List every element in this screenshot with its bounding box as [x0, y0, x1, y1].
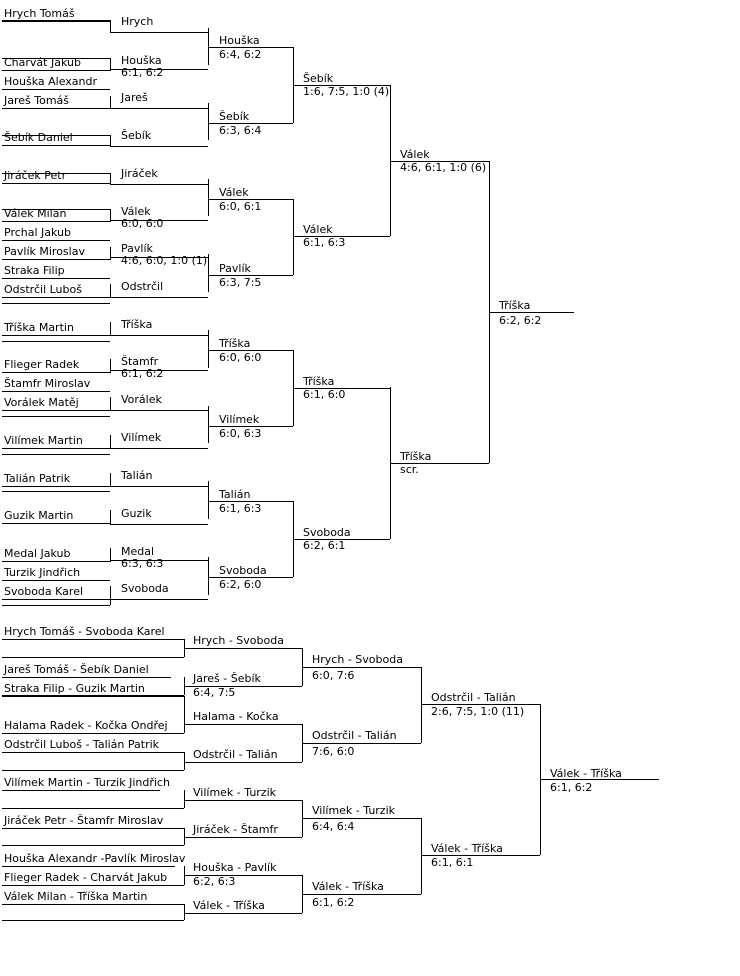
bracket-line: [110, 322, 111, 336]
player-name: Jiráček Petr: [4, 169, 67, 182]
bracket-line: [2, 108, 110, 109]
team-name: Houška - Pavlík: [193, 861, 277, 874]
bracket-line: [2, 448, 110, 449]
team-name: Jareš - Šebík: [193, 672, 261, 685]
player-name: Turzik Jindřich: [4, 566, 81, 579]
player-name: Tříška: [121, 318, 153, 331]
winner-name: Válek - Tříška: [550, 767, 622, 780]
bracket-line: [110, 473, 111, 487]
match-score: 6:4, 6:4: [312, 820, 355, 833]
bracket-line: [208, 47, 293, 48]
winner-name: Tříška: [499, 299, 531, 312]
winner-score: 6:2, 6:2: [499, 314, 542, 327]
player-name: Štamfr Miroslav: [4, 377, 91, 390]
match-score: 6:1, 6:3: [219, 502, 262, 515]
match-score: 4:6, 6:0, 1:0 (1): [121, 254, 208, 267]
player-name: Svoboda: [303, 526, 351, 539]
bracket-line: [390, 161, 489, 162]
bracket-line: [2, 790, 160, 791]
match-score: 6:1, 6:2: [312, 896, 355, 909]
bracket-line: [184, 800, 302, 801]
bracket-line: [2, 240, 110, 241]
bracket-line: [2, 599, 110, 600]
bracket-line: [2, 58, 110, 59]
bracket-line: [208, 330, 209, 368]
bracket-line: [2, 303, 110, 304]
bracket-line: [293, 539, 390, 540]
team-name: Odstrčil Luboš - Talián Patrik: [4, 738, 160, 751]
bracket-line: [2, 209, 110, 210]
player-name: Talián: [121, 469, 153, 482]
bracket-line: [2, 866, 175, 867]
team-name: Straka Filip - Guzik Martin: [4, 682, 145, 695]
bracket-line: [2, 297, 110, 298]
bracket-line: [2, 657, 184, 658]
team-name: Hrych Tomáš - Svoboda Karel: [4, 625, 165, 638]
bracket-line: [184, 837, 302, 838]
match-score: 6:0, 6:0: [219, 351, 262, 364]
bracket-line: [2, 173, 110, 174]
match-score: 6:1, 6:0: [303, 388, 346, 401]
player-name: Pavlík Miroslav: [4, 245, 85, 258]
bracket-line: [110, 146, 208, 147]
player-name: Válek: [400, 148, 430, 161]
bracket-line: [208, 557, 209, 595]
player-name: Pavlík: [121, 242, 153, 255]
match-score: 6:4, 7:5: [193, 686, 236, 699]
team-name: Jareš Tomáš - Šebík Daniel: [4, 663, 149, 676]
bracket-line: [2, 845, 184, 846]
bracket-line: [2, 416, 110, 417]
bracket-line: [2, 70, 110, 71]
bracket-line: [302, 743, 421, 744]
player-name: Válek Milan: [4, 207, 67, 220]
player-name: Talián Patrik: [4, 472, 71, 485]
team-name: Vilímek Martin - Turzik Jindřich: [4, 776, 170, 789]
player-name: Vilímek Martin: [4, 434, 83, 447]
bracket-line: [208, 179, 209, 216]
bracket-line: [2, 391, 110, 392]
match-score: 6:0, 6:0: [121, 217, 164, 230]
bracket-line: [110, 599, 208, 600]
team-name: Vilímek - Turzik: [193, 786, 277, 799]
bracket-line: [208, 275, 293, 276]
bracket-line: [184, 752, 185, 770]
match-score: 1:6, 7:5, 1:0 (4): [303, 85, 390, 98]
bracket-line: [184, 904, 185, 920]
bracket-line: [2, 561, 110, 562]
player-name: Guzik Martin: [4, 509, 74, 522]
team-name: Odstrčil - Talián: [193, 748, 278, 761]
player-name: Svoboda: [219, 564, 267, 577]
player-name: Šebík: [121, 129, 152, 142]
bracket-line: [2, 259, 110, 260]
player-name: Jareš Tomáš: [4, 94, 70, 107]
match-score: 6:1, 6:2: [121, 66, 164, 79]
bracket-line: [302, 894, 421, 895]
bracket-line: [2, 733, 184, 734]
match-score: 7:6, 6:0: [312, 745, 355, 758]
bracket-line: [2, 335, 110, 336]
bracket-line: [110, 448, 208, 449]
player-name: Tříška: [400, 450, 432, 463]
bracket-line: [208, 426, 293, 427]
match-score: 6:0, 6:1: [219, 200, 262, 213]
player-name: Válek: [303, 223, 333, 236]
player-name: Tříška: [303, 375, 335, 388]
player-name: Šebík: [303, 72, 334, 85]
match-score: 6:1, 6:1: [431, 856, 474, 869]
player-name: Medal Jakub: [4, 547, 71, 560]
match-score: 6:2, 6:0: [219, 578, 262, 591]
player-name: Vilímek: [219, 413, 260, 426]
player-name: Vilímek: [121, 431, 162, 444]
team-name: Jiráček Petr - Štamfr Miroslav: [4, 814, 164, 827]
bracket-line: [2, 885, 184, 886]
player-name: Medal: [121, 545, 155, 558]
bracket-line: [2, 135, 110, 136]
match-score: 2:6, 7:5, 1:0 (11): [431, 705, 525, 718]
bracket-line: [2, 696, 184, 697]
bracket-line: [110, 20, 111, 33]
team-name: Halama Radek - Kočka Ondřej: [4, 719, 168, 732]
bracket-line: [2, 372, 110, 373]
player-name: Jareš: [121, 91, 148, 104]
match-score: 6:3, 6:4: [219, 124, 262, 137]
bracket-line: [208, 199, 293, 200]
player-name: Guzik: [121, 507, 152, 520]
team-name: Válek - Tříška: [312, 880, 384, 893]
bracket-line: [184, 724, 302, 725]
bracket-line: [110, 209, 111, 222]
bracket-line: [208, 577, 293, 578]
bracket-line: [2, 677, 171, 678]
bracket-line: [110, 510, 111, 525]
bracket-line: [110, 397, 111, 410]
player-name: Houška Alexandr: [4, 75, 98, 88]
bracket-line: [110, 32, 208, 33]
bracket-line: [2, 21, 110, 22]
player-name: Hrych: [121, 15, 154, 28]
bracket-line: [208, 103, 209, 140]
player-name: Svoboda: [121, 582, 169, 595]
player-name: Odstrčil Luboš: [4, 283, 82, 296]
bracket-line: [390, 463, 489, 464]
bracket-line: [110, 284, 111, 298]
player-name: Vorálek Matěj: [4, 396, 79, 409]
team-name: Vilímek - Turzik: [312, 804, 396, 817]
bracket-line: [208, 406, 209, 443]
match-score: 6:3, 7:5: [219, 276, 262, 289]
player-name: Tříška: [219, 337, 251, 350]
bracket-line: [302, 667, 421, 668]
player-name: Straka Filip: [4, 264, 65, 277]
player-name: Odstrčil: [121, 280, 164, 293]
bracket-line: [421, 855, 540, 856]
bracket-line: [2, 752, 184, 753]
bracket-line: [2, 770, 184, 771]
bracket-line: [110, 297, 208, 298]
player-name: Charvát Jakub: [4, 56, 81, 69]
bracket-line: [2, 828, 184, 829]
bracket-line: [110, 173, 111, 185]
team-name: Hrych - Svoboda: [193, 634, 284, 647]
player-name: Svoboda Karel: [4, 585, 84, 598]
team-name: Odstrčil - Talián: [431, 691, 516, 704]
player-name: Prchal Jakub: [4, 226, 72, 239]
bracket-line: [421, 667, 422, 743]
bracket-line: [184, 913, 302, 914]
bracket-line: [2, 904, 184, 905]
player-name: Houška: [219, 34, 260, 47]
match-score: 6:0, 7:6: [312, 669, 355, 682]
bracket-line: [208, 501, 293, 502]
bracket-line: [2, 278, 110, 279]
bracket-line: [110, 524, 208, 525]
team-name: Válek - Tříška: [431, 842, 503, 855]
bracket-line: [184, 686, 302, 687]
player-name: Jiráček: [121, 167, 158, 180]
bracket-line: [421, 818, 422, 894]
bracket-line: [2, 89, 110, 90]
bracket-line: [293, 236, 390, 237]
match-score: 6:1, 6:3: [303, 236, 346, 249]
team-name: Houška Alexandr -Pavlík Miroslav: [4, 852, 186, 865]
player-name: Šebík: [219, 110, 250, 123]
bracket-line: [110, 335, 208, 336]
bracket-line: [110, 410, 208, 411]
match-score: 6:4, 6:2: [219, 48, 262, 61]
bracket-line: [2, 183, 110, 184]
bracket-line: [208, 254, 209, 292]
match-score: 4:6, 6:1, 1:0 (6): [400, 161, 487, 174]
bracket-line: [2, 486, 110, 487]
bracket-line: [302, 818, 421, 819]
bracket-line: [2, 20, 110, 21]
match-score: 6:3, 6:3: [121, 557, 164, 570]
bracket-line: [540, 779, 659, 780]
bracket-line: [2, 341, 110, 342]
bracket-line: [184, 762, 302, 763]
match-score: 6:2, 6:3: [193, 875, 236, 888]
player-name: Vorálek: [121, 393, 162, 406]
bracket-line: [208, 123, 293, 124]
player-name: Pavlík: [219, 262, 251, 275]
match-score: 6:1, 6:2: [121, 367, 164, 380]
bracket-line: [2, 808, 184, 809]
bracket-line: [2, 639, 184, 640]
player-name: Tříška Martin: [4, 321, 74, 334]
bracket-line: [110, 359, 111, 373]
bracket-line: [184, 648, 302, 649]
player-name: Štamfr: [121, 355, 159, 368]
bracket-line: [184, 875, 302, 876]
bracket-line: [293, 199, 294, 275]
team-name: Halama - Kočka: [193, 710, 279, 723]
bracket-line: [208, 350, 293, 351]
bracket-line: [2, 580, 110, 581]
match-score: scr.: [400, 463, 419, 476]
bracket-line: [110, 435, 111, 448]
bracket-line: [110, 96, 111, 109]
match-score: 6:2, 6:1: [303, 539, 346, 552]
bracket-line: [2, 695, 184, 696]
team-name: Odstrčil - Talián: [312, 729, 397, 742]
bracket-line: [110, 548, 111, 562]
player-name: Houška: [121, 54, 162, 67]
bracket-line: [2, 410, 110, 411]
bracket-line: [184, 696, 185, 733]
winner-score: 6:1, 6:2: [550, 781, 593, 794]
bracket-line: [110, 586, 111, 605]
bracket-line: [110, 135, 111, 147]
bracket-line: [293, 85, 390, 86]
team-name: Jiráček - Štamfr: [193, 823, 278, 836]
bracket-line: [293, 388, 390, 389]
bracket-line: [2, 454, 110, 455]
bracket-line: [110, 486, 208, 487]
player-name: Talián: [219, 488, 251, 501]
bracket-line: [2, 491, 110, 492]
match-score: 6:0, 6:3: [219, 427, 262, 440]
bracket-line: [110, 108, 208, 109]
player-name: Hrych Tomáš: [4, 7, 75, 20]
player-name: Válek: [219, 186, 249, 199]
bracket-line: [2, 145, 110, 146]
bracket-line: [421, 704, 540, 705]
team-name: Flieger Radek - Charvát Jakub: [4, 871, 168, 884]
bracket-line: [2, 221, 110, 222]
player-name: Flieger Radek: [4, 358, 80, 371]
bracket-line: [110, 184, 208, 185]
team-name: Hrych - Svoboda: [312, 653, 403, 666]
player-name: Šebík Daniel: [4, 131, 73, 144]
player-name: Válek: [121, 205, 151, 218]
bracket-line: [2, 523, 110, 524]
bracket-line: [110, 247, 111, 260]
bracket-line: [110, 58, 111, 71]
bracket-line: [489, 312, 574, 313]
bracket-line: [184, 790, 185, 808]
team-name: Válek Milan - Tříška Martin: [4, 890, 148, 903]
team-name: Válek - Tříška: [193, 899, 265, 912]
bracket-line: [2, 920, 184, 921]
bracket-line: [2, 605, 110, 606]
bracket-line: [208, 481, 209, 519]
